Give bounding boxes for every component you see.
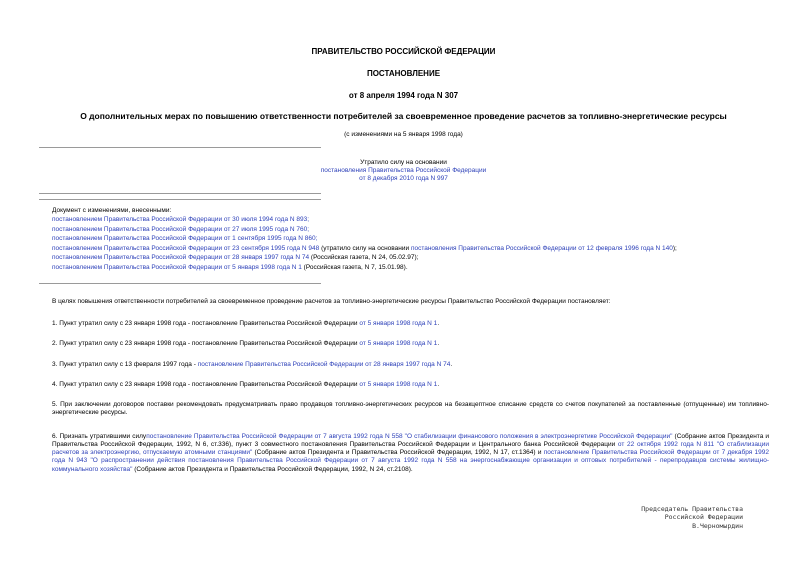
list-item [52, 225, 792, 234]
paragraph-2-end: . [437, 340, 440, 347]
doc-type-heading: ПОСТАНОВЛЕНИЕ [366, 69, 441, 78]
list-item [52, 215, 792, 224]
list-item [52, 263, 792, 272]
paragraph-6-link-1[interactable]: постановление Правительства Российской Федерации от 7 августа 1992 года N 558 "О стабилизации финансового положения в электроэнергетике Российской Федерации" [146, 433, 673, 440]
change-link-3[interactable]: постановлением Правительства Российской Федерации от 1 сентября 1995 года N 860; [52, 235, 318, 243]
paragraph-4-link[interactable]: от 5 января 1998 года N 1 [359, 381, 438, 388]
signature-line-3: В.Черномырдин [692, 521, 743, 530]
change-note-5: (Российская газета, N 24, 05.02.97); [309, 254, 419, 262]
paragraph-3 [52, 361, 769, 369]
change-link-5[interactable]: постановлением Правительства Российской Федерации от 28 января 1997 года N 74 [52, 254, 310, 262]
paragraph-6-text-c: (Собрание актов Президента и Правительства Российской Федерации, 1992, N 17, ст.1364) и [252, 449, 544, 457]
paragraph-2-text: 2. Пункт утратил силу с 23 января 1998 года - постановление Правительства Российской Федерации [52, 340, 360, 347]
change-link-4[interactable]: постановлением Правительства Российской Федерации от 23 сентября 1995 года N 948 [52, 244, 320, 252]
paragraph-5: 5. При заключении договоров поставки рекомендовать предусматривать право продавцов топливно-энергетических ресурсов на безакцептное списание средств со счетов покупателей за поставленные (отпущенные) им топливно-энергетические ресурсы. [52, 401, 769, 417]
government-heading: ПРАВИТЕЛЬСТВО РОССИЙСКОЙ ФЕДЕРАЦИИ [311, 47, 496, 56]
paragraph-6-text-d: (Собрание актов Президента и Правительства Российской Федерации, 1992, N 24, ст.2108). [132, 465, 413, 473]
change-link-4b[interactable]: постановления Правительства Российской Федерации от 12 февраля 1996 года N 140 [410, 244, 673, 252]
change-link-6[interactable]: постановлением Правительства Российской Федерации от 5 января 1998 года N 1 [52, 263, 302, 271]
paragraph-6 [52, 433, 769, 474]
signature-line-2: Российской Федерации [664, 513, 743, 522]
paragraph-6-link-2[interactable]: от 22 октября 1992 года N 811 "О стабилизации расчетов за электроэнергию, отпускаемую атомными станциями" [52, 441, 769, 457]
change-link-1[interactable]: постановлением Правительства Российской Федерации от 30 июля 1994 года N 893; [52, 216, 310, 224]
paragraph-6-link-3[interactable]: постановление Правительства Российской Федерации от 7 декабря 1992 года N 943 "О распространении действия постановления Правительства Российской Федерации от 7 августа 1992 года N 558 на энергоснабжающие организации и оптовых потребителей - перепродавцов системы жилищно-коммунального хозяйства" [52, 449, 769, 473]
changes-intro: Документ с изменениями, внесенными: [52, 207, 172, 214]
paragraph-2 [52, 340, 769, 348]
list-item [52, 244, 792, 253]
paragraph-2-link[interactable]: от 5 января 1998 года N 1 [359, 340, 438, 347]
paragraph-4 [52, 381, 769, 389]
signature-block [513, 505, 743, 530]
repeal-link-date[interactable]: от 8 декабря 2010 года N 997 [359, 175, 448, 183]
signature-line-1: Председатель Правительства [641, 505, 743, 513]
repeal-note [0, 159, 807, 183]
date-number-heading: от 8 апреля 1994 года N 307 [348, 91, 459, 100]
paragraph-6-text-b: (Собрание актов Президента и Правительства Российской Федерации, 1992, N 6, ст.336), пункт 3 совместного постановления Правительства Российской Федерации и Центрального банка Российской Федерации [52, 433, 770, 449]
paragraph-1-end: . [437, 320, 440, 327]
repeal-line-1: Утратило силу на основании [360, 159, 447, 166]
paragraph-4-end: . [437, 381, 440, 388]
separator-line [39, 199, 321, 200]
paragraph-1 [52, 320, 769, 328]
repeal-link-decree[interactable]: постановления Правительства Российской Федерации [320, 167, 487, 175]
document-title: О дополнительных мерах по повышению ответственности потребителей за своевременное проведение расчетов за топливно-энергетические ресурсы [80, 111, 727, 121]
change-note-4: (утратило силу на основании [319, 244, 411, 252]
change-tail-4: ); [672, 244, 677, 252]
amendments-note: (с изменениями на 5 января 1998 года) [344, 131, 463, 138]
paragraph-3-text: 3. Пункт утратил силу с 13 февраля 1997 года - [52, 361, 198, 368]
paragraph-3-link[interactable]: постановление Правительства Российской Федерации от 28 января 1997 года N 74 [197, 361, 451, 368]
paragraph-6-text-a: 6. Признать утратившими силу [52, 433, 147, 440]
paragraph-4-text: 4. Пункт утратил силу с 23 января 1998 года - постановление Правительства Российской Федерации [52, 381, 360, 388]
change-link-2[interactable]: постановлением Правительства Российской Федерации от 27 июля 1995 года N 760; [52, 225, 310, 233]
preamble: В целях повышения ответственности потребителей за своевременное проведение расчетов за топливно-энергетические ресурсы Правительство Российской Федерации постановляет: [52, 298, 611, 305]
separator-line [39, 193, 321, 194]
separator-line [39, 283, 321, 284]
changes-list [52, 206, 792, 272]
paragraph-1-link[interactable]: от 5 января 1998 года N 1 [359, 320, 438, 327]
separator-line [39, 147, 321, 148]
list-item [52, 234, 792, 243]
list-item [52, 253, 792, 262]
paragraph-1-text: 1. Пункт утратил силу с 23 января 1998 года - постановление Правительства Российской Федерации [52, 320, 360, 327]
paragraph-3-end: . [450, 361, 453, 368]
change-note-6: (Российская газета, N 7, 15.01.98). [301, 263, 408, 271]
